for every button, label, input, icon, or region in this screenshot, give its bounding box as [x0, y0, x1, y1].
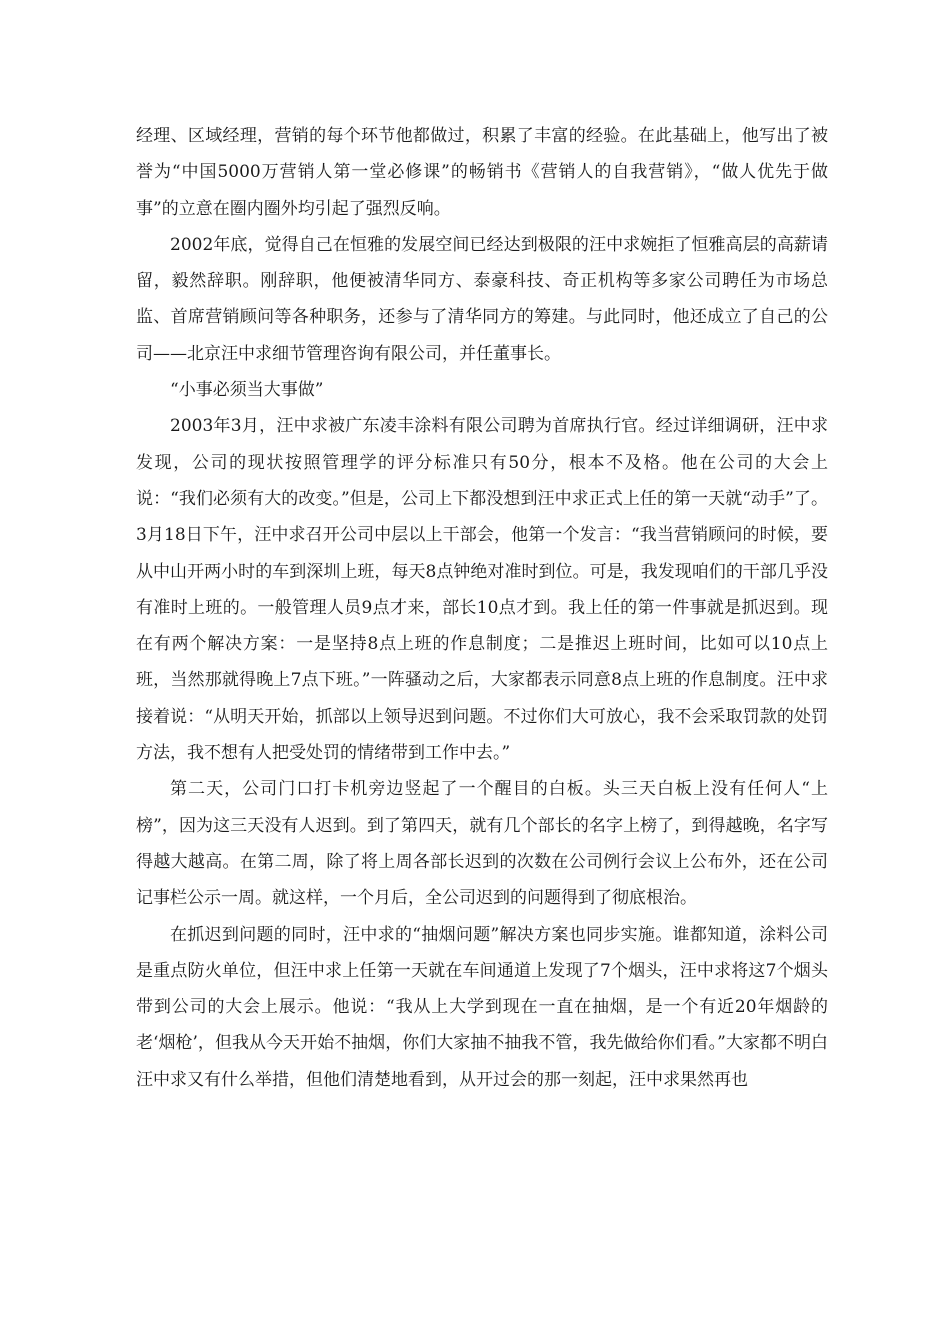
section-heading: “小事必须当大事做” [170, 380, 324, 401]
paragraph-1: 经理、区域经理，营销的每个环节他都做过，积累了丰富的经验。在此基础上，他写出了被誉为“中国5000万营销人第一堂必修课”的畅销书《营销人的自我营销》，“做人优先于做事”的立意在圈内圈外均引起了强烈反响。 [136, 126, 828, 219]
paragraph-4: 第二天，公司门口打卡机旁边竖起了一个醒目的白板。头三天白板上没有任何人“上榜”，因为这三天没有人迟到。到了第四天，就有几个部长的名字上榜了，到得越晚，名字写得越大越高。在第二周，除了将上周各部长迟到的次数在公司例行会议上公布外，还在公司记事栏公示一周。就这样，一个月后，全公司迟到的问题得到了彻底根治。 [136, 779, 828, 909]
paragraph-3: 2003年3月，汪中求被广东凌丰涂料有限公司聘为首席执行官。经过详细调研，汪中求发现，公司的现状按照管理学的评分标准只有50分，根本不及格。他在公司的大会上说：“我们必须有大的改变。”但是，公司上下都没想到汪中求正式上任的第一天就“动手”了。3月18日下午，汪中求召开公司中层以上干部会，他第一个发言：“我当营销顾问的时候，要从中山开两小时的车到深圳上班，每天8点钟绝对准时到位。可是，我发现咱们的干部几乎没有准时上班的。一般管理人员9点才来，部长10点才到。我上任的第一件事就是抓迟到。现在有两个解决方案：一是坚持8点上班的作息制度；二是推迟上班时间，比如可以10点上班，当然那就得晚上7点下班。”一阵骚动之后，大家都表示同意8点上班的作息制度。汪中求接着说：“从明天开始，抓部以上领导迟到问题。不过你们大可放心，我不会采取罚款的处罚方法，我不想有人把受处罚的情绪带到工作中去。” [136, 416, 828, 764]
paragraph-5: 在抓迟到问题的同时，汪中求的“抽烟问题”解决方案也同步实施。谁都知道，涂料公司是重点防火单位，但汪中求上任第一天就在车间通道上发现了7个烟头，汪中求将这7个烟头带到公司的大会上展示。他说：“我从上大学到现在一直在抽烟，是一个有近20年烟龄的老‘烟枪’，但我从今天开始不抽烟，你们大家抽不抽我不管，我先做给你们看。”大家都不明白汪中求又有什么举措，但他们清楚地看到，从开过会的那一刻起，汪中求果然再也 [136, 924, 828, 1090]
paragraph-2: 2002年底，觉得自己在恒雅的发展空间已经达到极限的汪中求婉拒了恒雅高层的高薪请留，毅然辞职。刚辞职，他便被清华同方、泰豪科技、奇正机构等多家公司聘任为市场总监、首席营销顾问等各种职务，还参与了清华同方的筹建。与此同时，他还成立了自己的公司——北京汪中求细节管理咨询有限公司，并任董事长。 [136, 234, 828, 364]
article-body [136, 118, 828, 1098]
